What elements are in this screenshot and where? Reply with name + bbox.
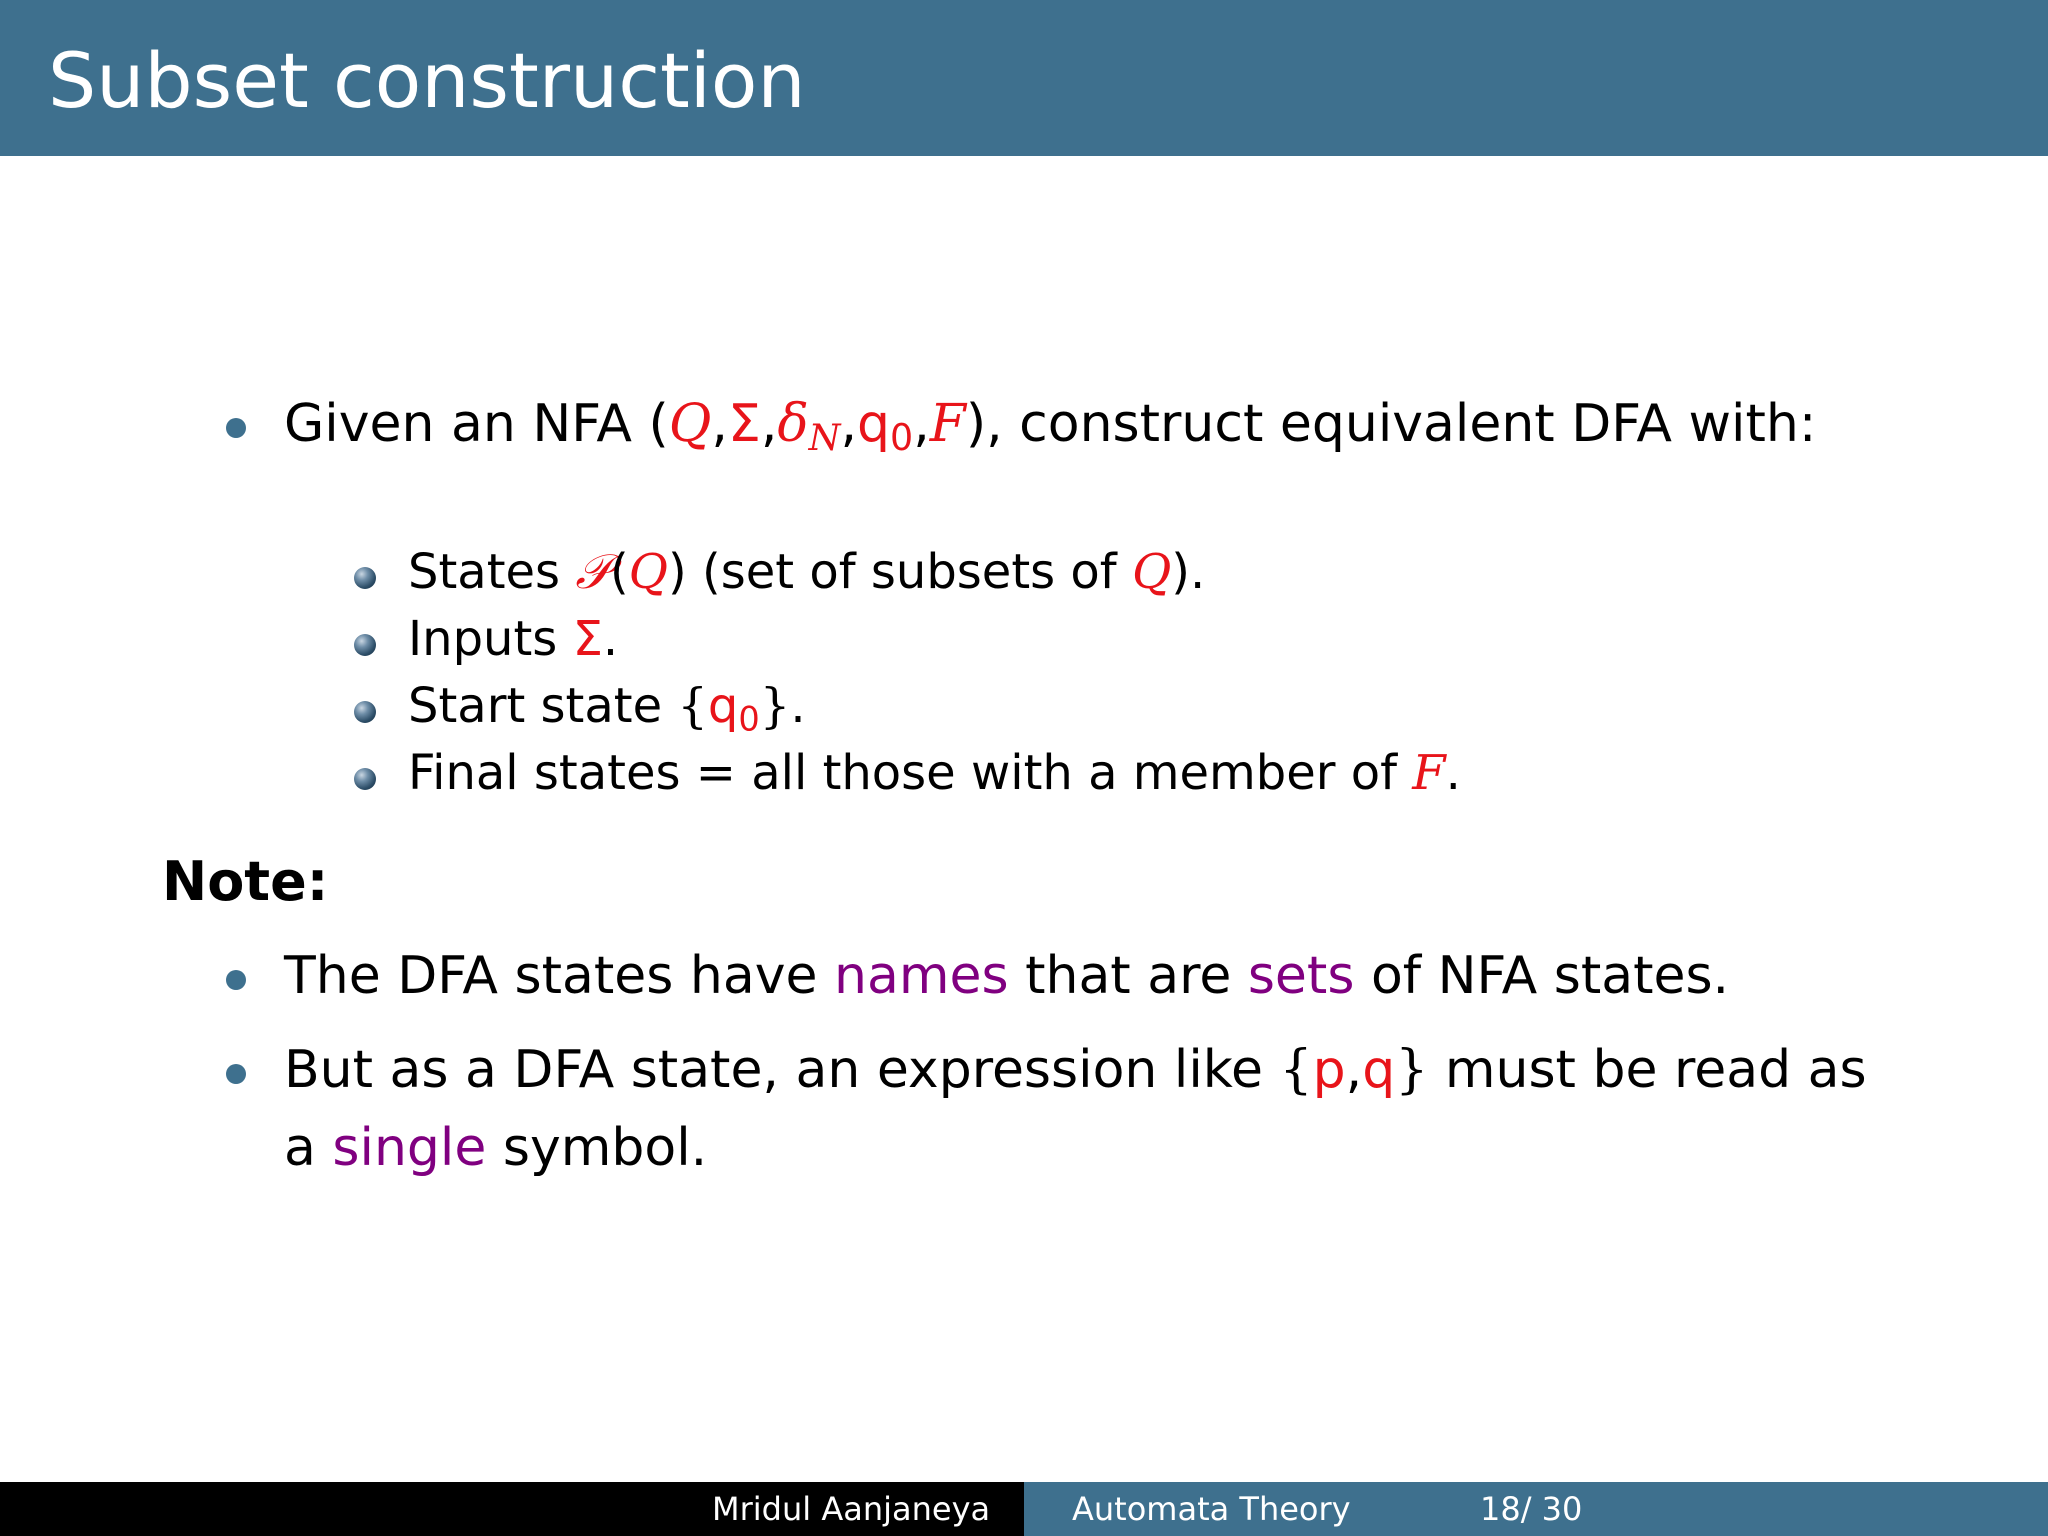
text-run: States — [408, 544, 576, 600]
text-run: a — [284, 1118, 333, 1178]
math-sigma: Σ — [727, 394, 761, 454]
sub-bullet-marker — [354, 567, 376, 589]
math-F: F — [929, 394, 966, 454]
bullet-marker — [226, 418, 246, 438]
text-run: that are — [1008, 946, 1248, 1006]
text-run: ( — [609, 544, 629, 600]
text-run: ), construct equivalent DFA with: — [965, 394, 1817, 454]
slide-title: Subset construction — [48, 36, 806, 125]
math-powerset: 𝒫 — [575, 544, 610, 600]
text-run: ) (set of subsets of — [668, 544, 1132, 600]
text-run: Given an NFA ( — [284, 394, 669, 454]
math-q0: $q_0$ — [707, 678, 760, 739]
bullet-marker — [226, 970, 246, 990]
text-run: . — [1445, 745, 1461, 801]
note-bullet-names — [284, 946, 1729, 1006]
footer-author: Mridul Aanjaneya — [712, 1490, 991, 1528]
note-bullet-single-symbol-line2 — [284, 1118, 707, 1178]
math-delta: $\delta_N$ — [777, 394, 841, 460]
text-run: , — [913, 394, 930, 454]
bullet-marker — [226, 1064, 246, 1084]
left-brace: { — [677, 678, 708, 734]
math-Q: Q — [1131, 544, 1172, 600]
emphasis-sets: sets — [1247, 946, 1355, 1006]
text-run: . — [602, 611, 619, 667]
footer-page-number: 18/ 30 — [1480, 1490, 1583, 1528]
text-run: , — [1345, 1040, 1363, 1100]
bullet-given-nfa — [284, 394, 1816, 459]
left-brace: { — [1279, 1040, 1313, 1100]
text-run: must be read as — [1428, 1040, 1867, 1100]
text-run: Inputs — [408, 611, 573, 667]
text-run: symbol. — [486, 1118, 708, 1178]
sub-bullet-marker — [354, 701, 376, 723]
sub-item-inputs — [408, 611, 618, 667]
sub-bullet-marker — [354, 634, 376, 656]
math-F: F — [1412, 745, 1446, 801]
right-brace: } — [759, 678, 791, 734]
text-run: , — [840, 394, 858, 454]
text-run: Final states = all those with a member of — [408, 745, 1413, 801]
footer-course: Automata Theory — [1072, 1490, 1351, 1528]
text-run: . — [790, 678, 806, 734]
math-Q: Q — [668, 394, 712, 454]
sub-item-start-state — [408, 678, 806, 738]
right-brace: } — [1395, 1040, 1429, 1100]
emphasis-single: single — [332, 1118, 487, 1178]
math-q0: $q_0$ — [857, 394, 914, 460]
sub-item-states — [408, 544, 1205, 601]
text-run: , — [711, 394, 728, 454]
text-run: , — [760, 394, 778, 454]
math-Q: Q — [628, 544, 669, 600]
emphasis-names: names — [834, 946, 1009, 1006]
sub-bullet-marker — [354, 768, 376, 790]
note-bullet-single-symbol-line1 — [284, 1040, 1867, 1100]
math-sigma: Σ — [572, 611, 603, 667]
text-run: of NFA states. — [1354, 946, 1730, 1006]
math-p: p — [1312, 1040, 1346, 1100]
text-run: Start state — [408, 678, 678, 734]
text-run: The DFA states have — [284, 946, 834, 1006]
text-run: But as a DFA state, an expression like — [284, 1040, 1280, 1100]
sub-item-final-states — [408, 745, 1461, 801]
note-heading: Note: — [162, 850, 329, 913]
text-run: ). — [1171, 544, 1206, 600]
math-q: q — [1362, 1040, 1396, 1100]
